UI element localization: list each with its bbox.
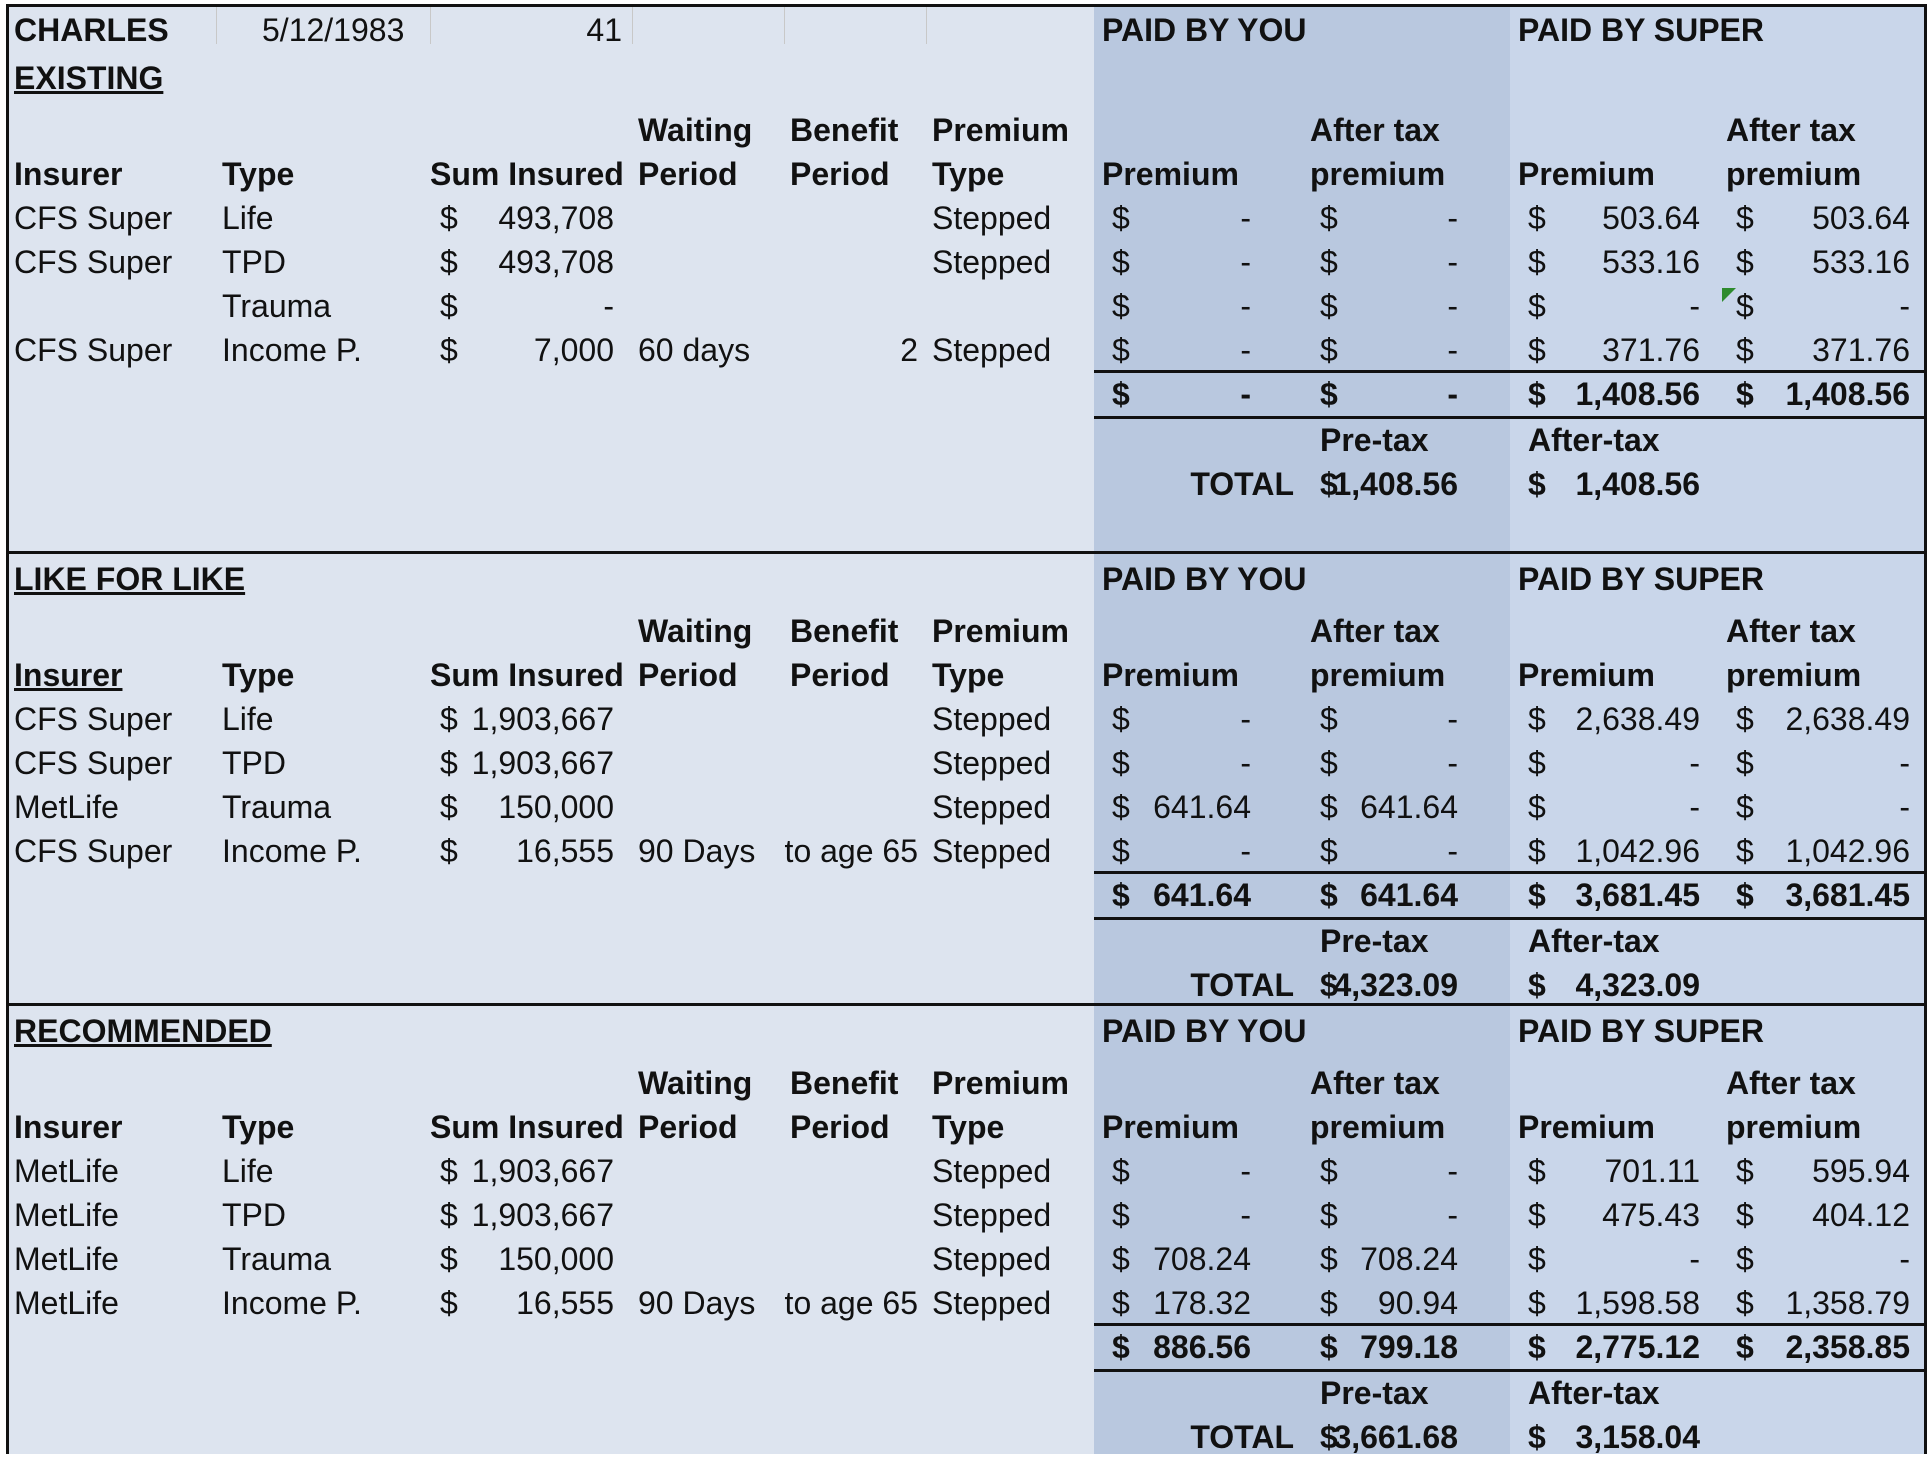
cell-type[interactable]: Income P. <box>222 1285 362 1321</box>
header-super-premium[interactable]: Premium <box>1518 156 1655 192</box>
subtotal-super-prem-currency[interactable]: $ <box>1528 1329 1546 1365</box>
cell-you-premium[interactable]: 641.64 <box>1153 789 1251 825</box>
cell-you-prem-currency[interactable]: $ <box>1112 1241 1130 1277</box>
cell-type[interactable]: Life <box>222 701 274 737</box>
header-type[interactable]: Type <box>222 657 295 693</box>
label-pre-tax[interactable]: Pre-tax <box>1320 1375 1429 1411</box>
cell-type[interactable]: Trauma <box>222 1241 332 1277</box>
cell-type[interactable]: Trauma <box>222 288 332 324</box>
header-type[interactable]: Type <box>222 156 295 192</box>
total-after-tax-currency[interactable]: $ <box>1528 967 1546 1003</box>
header-super-after-tax-2[interactable]: premium <box>1726 156 1862 192</box>
cell-super-prem-currency[interactable]: $ <box>1528 1153 1546 1189</box>
header-benefit[interactable]: Benefit <box>790 112 899 148</box>
cell-benefit-period[interactable]: to age 65 <box>784 833 918 869</box>
cell-super-after-tax[interactable]: 2,638.49 <box>1785 701 1910 737</box>
subtotal-you-premium[interactable]: 641.64 <box>1153 877 1251 913</box>
paid-by-you-heading[interactable]: PAID BY YOU <box>1102 1013 1307 1049</box>
paid-by-super-heading[interactable]: PAID BY SUPER <box>1518 12 1764 48</box>
cell-benefit-period[interactable] <box>618 699 918 739</box>
cell-super-prem-currency[interactable]: $ <box>1528 288 1546 324</box>
cell-you-prem-currency[interactable]: $ <box>1112 288 1130 324</box>
subtotal-bottom-border <box>1094 416 1924 419</box>
cell-you-prem-currency[interactable]: $ <box>1112 244 1130 280</box>
cell-sum-currency[interactable]: $ <box>440 701 458 737</box>
cell-super-after-tax[interactable]: 595.94 <box>1812 1153 1910 1189</box>
cell-you-after-currency[interactable]: $ <box>1320 1285 1338 1321</box>
cell-super-after-currency[interactable]: $ <box>1736 701 1754 737</box>
header-benefit-period[interactable]: Period <box>790 657 890 693</box>
cell-you-prem-currency[interactable]: $ <box>1112 1197 1130 1233</box>
cell-super-after-tax[interactable]: 1,042.96 <box>1785 833 1910 869</box>
cell-you-after-tax[interactable]: - <box>1447 833 1458 869</box>
cell-sum-insured[interactable]: 493,708 <box>498 244 614 280</box>
cell-you-after-tax[interactable]: - <box>1447 332 1458 368</box>
cell-insurer[interactable]: MetLife <box>14 789 119 825</box>
cell-sum-currency[interactable]: $ <box>440 1241 458 1277</box>
paid-by-super-heading[interactable]: PAID BY SUPER <box>1518 1013 1764 1049</box>
cell-super-after-tax[interactable]: 1,358.79 <box>1785 1285 1910 1321</box>
cell-type[interactable]: TPD <box>222 745 286 781</box>
header-waiting[interactable]: Waiting <box>638 1065 753 1101</box>
cell-insurer[interactable]: CFS Super <box>14 200 173 236</box>
cell-super-prem-currency[interactable]: $ <box>1528 701 1546 737</box>
header-premium-type[interactable]: Premium <box>932 112 1069 148</box>
cell-sum-currency[interactable]: $ <box>440 200 458 236</box>
cell-benefit-period[interactable] <box>618 1151 918 1191</box>
cell-super-after-tax[interactable]: 533.16 <box>1812 244 1910 280</box>
cell-you-premium[interactable]: - <box>1240 745 1251 781</box>
cell-you-prem-currency[interactable]: $ <box>1112 701 1130 737</box>
cell-you-prem-currency[interactable]: $ <box>1112 833 1130 869</box>
gridline <box>926 4 927 44</box>
subtotal-super-after-tax[interactable]: 1,408.56 <box>1785 376 1910 412</box>
cell-you-after-currency[interactable]: $ <box>1320 701 1338 737</box>
cell-sum-currency[interactable]: $ <box>440 745 458 781</box>
cell-super-after-tax[interactable]: - <box>1899 745 1910 781</box>
section-title[interactable]: EXISTING <box>14 60 164 96</box>
gridline <box>784 4 785 44</box>
subtotal-top-border <box>1094 370 1924 373</box>
cell-super-after-currency[interactable]: $ <box>1736 745 1754 781</box>
header-super-after-tax[interactable]: After tax <box>1726 112 1856 148</box>
cell-sum-insured[interactable]: 7,000 <box>533 332 614 368</box>
header-super-premium[interactable]: Premium <box>1518 1109 1655 1145</box>
cell-you-premium[interactable]: - <box>1240 244 1251 280</box>
label-total[interactable]: TOTAL <box>1190 967 1294 1003</box>
cell-you-prem-currency[interactable]: $ <box>1112 1153 1130 1189</box>
cell-insurer[interactable]: CFS Super <box>14 332 173 368</box>
cell-you-premium[interactable]: 178.32 <box>1153 1285 1251 1321</box>
cell-super-prem-currency[interactable]: $ <box>1528 1241 1546 1277</box>
gridline <box>216 4 217 44</box>
right-border <box>1924 4 1927 1454</box>
header-you-after-tax-2[interactable]: premium <box>1310 657 1446 693</box>
cell-super-after-currency[interactable]: $ <box>1736 1285 1754 1321</box>
cell-sum-currency[interactable]: $ <box>440 1197 458 1233</box>
cell-you-prem-currency[interactable]: $ <box>1112 332 1130 368</box>
cell-premium-type[interactable]: Stepped <box>932 1197 1052 1233</box>
cell-sum-currency[interactable]: $ <box>440 833 458 869</box>
cell-benefit-period[interactable] <box>618 743 918 783</box>
cell-sum-insured[interactable]: 1,903,667 <box>471 1197 614 1233</box>
header-type[interactable]: Type <box>222 1109 295 1145</box>
cell-super-after-tax[interactable]: - <box>1899 288 1910 324</box>
cell-premium-type[interactable]: Stepped <box>932 332 1052 368</box>
header-premium-type-2[interactable]: Type <box>932 657 1005 693</box>
subtotal-you-premium[interactable]: 886.56 <box>1153 1329 1251 1365</box>
cell-premium-type[interactable]: Stepped <box>932 1285 1052 1321</box>
header-insurer[interactable]: Insurer <box>14 156 123 192</box>
subtotal-bottom-border <box>1094 917 1924 920</box>
header-sum-insured[interactable]: Sum Insured <box>430 156 624 192</box>
cell-super-prem-currency[interactable]: $ <box>1528 1285 1546 1321</box>
cell-you-after-currency[interactable]: $ <box>1320 1153 1338 1189</box>
cell-you-after-tax[interactable]: 90.94 <box>1377 1285 1458 1321</box>
cell-sum-currency[interactable]: $ <box>440 1153 458 1189</box>
cell-sum-currency[interactable]: $ <box>440 789 458 825</box>
cell-premium-type[interactable]: Stepped <box>932 745 1052 781</box>
subtotal-super-after-tax[interactable]: 2,358.85 <box>1785 1329 1910 1365</box>
subtotal-super-after-currency[interactable]: $ <box>1736 877 1754 913</box>
cell-you-after-tax[interactable]: 708.24 <box>1360 1241 1458 1277</box>
paid-by-you-heading[interactable]: PAID BY YOU <box>1102 561 1307 597</box>
cell-super-after-currency[interactable]: $ <box>1736 332 1754 368</box>
header-benefit[interactable]: Benefit <box>790 613 899 649</box>
cell-super-prem-currency[interactable]: $ <box>1528 833 1546 869</box>
subtotal-top-border <box>1094 871 1924 874</box>
cell-type[interactable]: TPD <box>222 244 286 280</box>
label-after-tax[interactable]: After-tax <box>1528 1375 1660 1411</box>
cell-super-prem-currency[interactable]: $ <box>1528 789 1546 825</box>
cell-super-premium[interactable]: - <box>1689 745 1700 781</box>
subtotal-super-premium[interactable]: 3,681.45 <box>1575 877 1700 913</box>
cell-insurer[interactable]: MetLife <box>14 1241 119 1277</box>
cell-you-premium[interactable]: - <box>1240 1197 1251 1233</box>
cell-super-premium[interactable]: 475.43 <box>1602 1197 1700 1233</box>
cell-you-after-currency[interactable]: $ <box>1320 789 1338 825</box>
label-pre-tax[interactable]: Pre-tax <box>1320 923 1429 959</box>
header-sum-insured[interactable]: Sum Insured <box>430 657 624 693</box>
cell-premium-type[interactable]: Stepped <box>932 1153 1052 1189</box>
cell-you-after-currency[interactable]: $ <box>1320 288 1338 324</box>
total-pre-tax-currency[interactable]: $ <box>1320 967 1338 1003</box>
cell-insurer[interactable]: CFS Super <box>14 833 173 869</box>
cell-you-after-currency[interactable]: $ <box>1320 332 1338 368</box>
total-pre-tax[interactable]: 3,661.68 <box>1333 1419 1458 1455</box>
cell-sum-insured[interactable]: 1,903,667 <box>471 701 614 737</box>
gridline <box>632 4 633 44</box>
subtotal-super-premium[interactable]: 2,775.12 <box>1575 1329 1700 1365</box>
cell-super-premium[interactable]: 503.64 <box>1602 200 1700 236</box>
cell-super-after-currency[interactable]: $ <box>1736 789 1754 825</box>
subtotal-you-premium[interactable]: - <box>1240 376 1251 412</box>
section-title[interactable]: RECOMMENDED <box>14 1013 272 1049</box>
header-benefit-period[interactable]: Period <box>790 156 890 192</box>
cell-you-after-tax[interactable]: 641.64 <box>1360 789 1458 825</box>
cell-benefit-period[interactable] <box>618 242 918 282</box>
total-after-tax[interactable]: 1,408.56 <box>1575 466 1700 502</box>
cell-insurer[interactable]: CFS Super <box>14 745 173 781</box>
cell-you-premium[interactable]: 708.24 <box>1153 1241 1251 1277</box>
cell-premium-type[interactable]: Stepped <box>932 244 1052 280</box>
cell-benefit-period[interactable] <box>618 286 918 326</box>
header-you-premium[interactable]: Premium <box>1102 657 1239 693</box>
paid-by-super-heading[interactable]: PAID BY SUPER <box>1518 561 1764 597</box>
total-after-tax-currency[interactable]: $ <box>1528 1419 1546 1455</box>
header-premium-type[interactable]: Premium <box>932 1065 1069 1101</box>
cell-super-after-currency[interactable]: $ <box>1736 833 1754 869</box>
cell-sum-insured[interactable]: 16,555 <box>516 833 614 869</box>
cell-sum-insured[interactable]: - <box>603 288 614 324</box>
header-waiting[interactable]: Waiting <box>638 112 753 148</box>
cell-super-after-currency[interactable]: $ <box>1736 200 1754 236</box>
cell-waiting-period[interactable]: 90 Days <box>638 1285 756 1321</box>
cell-premium-type[interactable]: Stepped <box>932 789 1052 825</box>
top-border <box>6 4 1926 7</box>
cell-you-after-tax[interactable]: - <box>1447 745 1458 781</box>
cell-you-after-currency[interactable]: $ <box>1320 244 1338 280</box>
cell-insurer[interactable]: MetLife <box>14 1153 119 1189</box>
subtotal-you-prem-currency[interactable]: $ <box>1112 1329 1130 1365</box>
header-super-after-tax[interactable]: After tax <box>1726 1065 1856 1101</box>
cell-type[interactable]: Life <box>222 200 274 236</box>
cell-you-after-tax[interactable]: - <box>1447 1153 1458 1189</box>
cell-type[interactable]: Income P. <box>222 833 362 869</box>
cell-benefit-period[interactable] <box>618 787 918 827</box>
total-after-tax-currency[interactable]: $ <box>1528 466 1546 502</box>
cell-you-after-currency[interactable]: $ <box>1320 745 1338 781</box>
header-super-after-tax-2[interactable]: premium <box>1726 657 1862 693</box>
cell-you-prem-currency[interactable]: $ <box>1112 200 1130 236</box>
label-total[interactable]: TOTAL <box>1190 1419 1294 1455</box>
cell-sum-insured[interactable]: 16,555 <box>516 1285 614 1321</box>
cell-super-prem-currency[interactable]: $ <box>1528 745 1546 781</box>
cell-super-after-tax[interactable]: 503.64 <box>1812 200 1910 236</box>
header-insurer[interactable]: Insurer <box>14 1109 123 1145</box>
cell-sum-currency[interactable]: $ <box>440 244 458 280</box>
label-total[interactable]: TOTAL <box>1190 466 1294 502</box>
cell-super-premium[interactable]: 701.11 <box>1604 1153 1700 1189</box>
subtotal-you-after-currency[interactable]: $ <box>1320 877 1338 913</box>
cell-premium-type[interactable]: Stepped <box>932 1241 1052 1277</box>
cell-super-after-tax[interactable]: - <box>1899 789 1910 825</box>
subtotal-top-border <box>1094 1323 1924 1326</box>
cell-sum-insured[interactable]: 150,000 <box>498 1241 614 1277</box>
cell-super-premium[interactable]: 1,042.96 <box>1575 833 1700 869</box>
header-you-after-tax-2[interactable]: premium <box>1310 156 1446 192</box>
subtotal-you-after-tax[interactable]: 641.64 <box>1360 877 1458 913</box>
cell-insurer[interactable]: CFS Super <box>14 701 173 737</box>
cell-type[interactable]: Income P. <box>222 332 362 368</box>
cell-sum-currency[interactable]: $ <box>440 332 458 368</box>
cell-type[interactable]: TPD <box>222 1197 286 1233</box>
cell-benefit-period[interactable] <box>618 198 918 238</box>
cell-super-premium[interactable]: 371.76 <box>1602 332 1700 368</box>
cell-benefit-period[interactable]: 2 <box>900 332 918 368</box>
subtotal-super-after-currency[interactable]: $ <box>1736 376 1754 412</box>
cell-you-prem-currency[interactable]: $ <box>1112 745 1130 781</box>
cell-super-premium[interactable]: - <box>1689 1241 1700 1277</box>
total-pre-tax[interactable]: 1,408.56 <box>1333 466 1458 502</box>
cell-premium-type[interactable]: Stepped <box>932 833 1052 869</box>
subtotal-you-after-currency[interactable]: $ <box>1320 376 1338 412</box>
left-border <box>6 4 9 1454</box>
cell-you-after-currency[interactable]: $ <box>1320 1197 1338 1233</box>
subtotal-you-prem-currency[interactable]: $ <box>1112 877 1130 913</box>
cell-sum-insured[interactable]: 493,708 <box>498 200 614 236</box>
cell-super-after-currency[interactable]: $ <box>1736 1241 1754 1277</box>
cell-super-premium[interactable]: - <box>1689 288 1700 324</box>
header-benefit-period[interactable]: Period <box>790 1109 890 1145</box>
cell-you-after-currency[interactable]: $ <box>1320 833 1338 869</box>
cell-super-after-tax[interactable]: 404.12 <box>1812 1197 1910 1233</box>
header-waiting-period[interactable]: Period <box>638 657 738 693</box>
header-you-after-tax[interactable]: After tax <box>1310 1065 1440 1101</box>
cell-you-prem-currency[interactable]: $ <box>1112 1285 1130 1321</box>
cell-super-prem-currency[interactable]: $ <box>1528 244 1546 280</box>
cell-waiting-period[interactable]: 60 days <box>638 332 751 368</box>
cell-you-premium[interactable]: - <box>1240 1153 1251 1189</box>
cell-super-after-tax[interactable]: - <box>1899 1241 1910 1277</box>
header-benefit[interactable]: Benefit <box>790 1065 899 1101</box>
cell-sum-insured[interactable]: 150,000 <box>498 789 614 825</box>
subtotal-you-prem-currency[interactable]: $ <box>1112 376 1130 412</box>
cell-you-premium[interactable]: - <box>1240 833 1251 869</box>
subtotal-you-after-tax[interactable]: 799.18 <box>1360 1329 1458 1365</box>
cell-super-premium[interactable]: 533.16 <box>1602 244 1700 280</box>
subtotal-super-after-tax[interactable]: 3,681.45 <box>1785 877 1910 913</box>
cell-type[interactable]: Trauma <box>222 789 332 825</box>
cell-super-premium[interactable]: 2,638.49 <box>1575 701 1700 737</box>
header-sum-insured[interactable]: Sum Insured <box>430 1109 624 1145</box>
paid-by-you-heading[interactable]: PAID BY YOU <box>1102 12 1307 48</box>
subtotal-you-after-tax[interactable]: - <box>1447 376 1458 412</box>
header-super-after-tax[interactable]: After tax <box>1726 613 1856 649</box>
subtotal-you-after-currency[interactable]: $ <box>1320 1329 1338 1365</box>
cell-super-after-currency[interactable]: $ <box>1736 244 1754 280</box>
cell-insurer[interactable]: MetLife <box>14 1197 119 1233</box>
client-name[interactable]: CHARLES <box>14 12 169 48</box>
subtotal-super-prem-currency[interactable]: $ <box>1528 376 1546 412</box>
header-premium-type[interactable]: Premium <box>932 613 1069 649</box>
subtotal-bottom-border <box>1094 1369 1924 1372</box>
total-pre-tax-currency[interactable]: $ <box>1320 466 1338 502</box>
header-waiting-period[interactable]: Period <box>638 1109 738 1145</box>
cell-sum-insured[interactable]: 1,903,667 <box>471 1153 614 1189</box>
label-after-tax[interactable]: After-tax <box>1528 422 1660 458</box>
header-premium-type-2[interactable]: Type <box>932 156 1005 192</box>
cell-sum-currency[interactable]: $ <box>440 1285 458 1321</box>
cell-you-after-tax[interactable]: - <box>1447 701 1458 737</box>
label-pre-tax[interactable]: Pre-tax <box>1320 422 1429 458</box>
comment-indicator <box>1722 288 1736 302</box>
cell-premium-type[interactable]: Stepped <box>932 701 1052 737</box>
cell-you-prem-currency[interactable]: $ <box>1112 789 1130 825</box>
header-super-premium[interactable]: Premium <box>1518 657 1655 693</box>
cell-you-premium[interactable]: - <box>1240 701 1251 737</box>
header-super-after-tax-2[interactable]: premium <box>1726 1109 1862 1145</box>
cell-super-after-currency[interactable]: $ <box>1736 1197 1754 1233</box>
header-insurer[interactable]: Insurer <box>14 657 123 693</box>
cell-you-after-currency[interactable]: $ <box>1320 1241 1338 1277</box>
cell-you-premium[interactable]: - <box>1240 200 1251 236</box>
section-title[interactable]: LIKE FOR LIKE <box>14 561 246 597</box>
cell-sum-insured[interactable]: 1,903,667 <box>471 745 614 781</box>
cell-type[interactable]: Life <box>222 1153 274 1189</box>
header-you-premium[interactable]: Premium <box>1102 1109 1239 1145</box>
subtotal-super-prem-currency[interactable]: $ <box>1528 877 1546 913</box>
section-divider <box>6 551 1926 554</box>
header-you-premium[interactable]: Premium <box>1102 156 1239 192</box>
header-waiting[interactable]: Waiting <box>638 613 753 649</box>
header-waiting-period[interactable]: Period <box>638 156 738 192</box>
cell-super-after-currency[interactable]: $ <box>1736 288 1754 324</box>
cell-you-premium[interactable]: - <box>1240 288 1251 324</box>
cell-sum-currency[interactable]: $ <box>440 288 458 324</box>
client-dob[interactable]: 5/12/1983 <box>262 12 405 48</box>
cell-insurer[interactable]: CFS Super <box>14 244 173 280</box>
cell-super-premium[interactable]: - <box>1689 789 1700 825</box>
cell-super-after-tax[interactable]: 371.76 <box>1812 332 1910 368</box>
header-you-after-tax-2[interactable]: premium <box>1310 1109 1446 1145</box>
cell-you-after-currency[interactable]: $ <box>1320 200 1338 236</box>
cell-you-after-tax[interactable]: - <box>1447 288 1458 324</box>
cell-super-prem-currency[interactable]: $ <box>1528 200 1546 236</box>
cell-insurer[interactable]: MetLife <box>14 1285 119 1321</box>
cell-benefit-period[interactable] <box>618 1195 918 1235</box>
client-age[interactable]: 41 <box>586 12 622 48</box>
cell-you-premium[interactable]: - <box>1240 332 1251 368</box>
total-pre-tax-currency[interactable]: $ <box>1320 1419 1338 1455</box>
total-after-tax[interactable]: 4,323.09 <box>1575 967 1700 1003</box>
subtotal-super-after-currency[interactable]: $ <box>1736 1329 1754 1365</box>
cell-you-after-tax[interactable]: - <box>1447 1197 1458 1233</box>
label-after-tax[interactable]: After-tax <box>1528 923 1660 959</box>
cell-benefit-period[interactable]: to age 65 <box>784 1285 918 1321</box>
cell-you-after-tax[interactable]: - <box>1447 200 1458 236</box>
header-you-after-tax[interactable]: After tax <box>1310 112 1440 148</box>
cell-premium-type[interactable]: Stepped <box>932 200 1052 236</box>
cell-super-after-currency[interactable]: $ <box>1736 1153 1754 1189</box>
cell-benefit-period[interactable] <box>618 1239 918 1279</box>
cell-waiting-period[interactable]: 90 Days <box>638 833 756 869</box>
subtotal-super-premium[interactable]: 1,408.56 <box>1575 376 1700 412</box>
cell-you-after-tax[interactable]: - <box>1447 244 1458 280</box>
cell-super-prem-currency[interactable]: $ <box>1528 1197 1546 1233</box>
cell-super-premium[interactable]: 1,598.58 <box>1575 1285 1700 1321</box>
total-after-tax[interactable]: 3,158.04 <box>1575 1419 1700 1455</box>
cell-super-prem-currency[interactable]: $ <box>1528 332 1546 368</box>
header-premium-type-2[interactable]: Type <box>932 1109 1005 1145</box>
total-pre-tax[interactable]: 4,323.09 <box>1333 967 1458 1003</box>
header-you-after-tax[interactable]: After tax <box>1310 613 1440 649</box>
